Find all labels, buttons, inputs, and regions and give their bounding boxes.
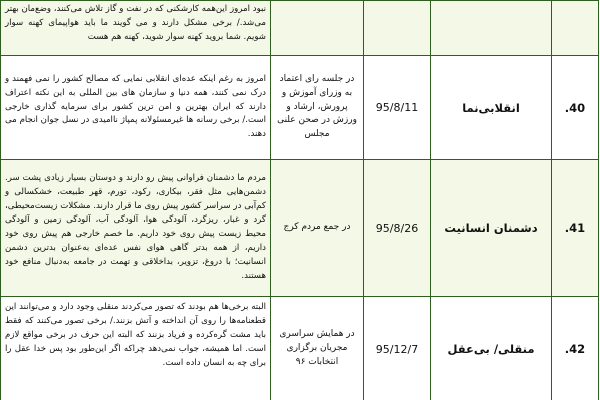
row-date-cell: 95/12/7	[364, 297, 431, 400]
row-title-cell	[431, 1, 552, 56]
row-quote-cell: نبود امروز این‌همه کارشکنی که در نفت و گاز تلاش می‌کنند، وضع‌مان بهتر می‌شد./ برخی مشکل دارند و می گویند ما باید هواپیمای کهنه سوار شویم. شما بروید کهنه سوار شوید، کهنه هم هست	[1, 1, 271, 56]
row-quote-cell: مردم ما دشمنان فراوانی پیش رو دارند و دوستان بسیار زیادی پشت سر. دشمن‌هایی مثل فقر، بیکاری، رکود، تورم، قهر طبیعت، خشکسالی و کم‌آبی در سراسر کشور پیش روی ما قرار دارند. مشکلات زیست‌محیطی، گرد و غبار، ریزگرد، آلودگی هوا، آلودگی آب، آلودگی زمین و آلودگی محیط زیست پیش روی خود داریم. ما خصم خارجی هم پیش روی خود داریم، از همه بدتر گاهی هوای نفس عده‌ای به‌عنوان بدترین دشمن انسانیت؛ با دروغ، تزویر، بداخلاقی و تهمت در جامعه به‌دنبال منافع خود هستند.	[1, 160, 271, 297]
row-venue-cell: در جلسه رای اعتماد به وزرای آموزش و پرورش، ارشاد و ورزش در صحن علنی مجلس	[271, 56, 364, 160]
row-date-cell	[364, 1, 431, 56]
row-venue-cell: در همایش سراسری مجریان برگزاری انتخابات ۹۶	[271, 297, 364, 400]
table-row	[1, 1, 599, 56]
row-venue-cell: در جمع مردم کرج	[271, 160, 364, 297]
row-quote-cell: البته برخی‌ها هم بودند که تصور می‌کردند منقلی وجود دارد و می‌توانند این قطعنامه‌ها را روی آن انداخته و آتش بزنند./ برخی تصور می‌کنند که فقط باید مشت گره‌کرده و فریاد بزنند که البته این حرف در برخی مواقع لازم است. اما همیشه، جواب نمی‌دهد چراکه اگر این‌طور بود پس خدا عقل را برای چه به انسان داده است.	[1, 297, 271, 400]
table-row	[1, 297, 599, 400]
row-number-cell: 42.	[552, 297, 599, 400]
row-title-cell: منقلی/ بی‌عقل	[431, 297, 552, 400]
table-row	[1, 56, 599, 160]
row-title-cell: انقلابی‌نما	[431, 56, 552, 160]
table-row	[1, 160, 599, 297]
row-quote-cell: امروز به رغم اینکه عده‌ای انقلابی نمایی که مصالح کشور را نمی فهمند و درک نمی کنند، همه دنیا و سازمان های بین المللی به این نکته اعتراف دارند که ایران بهترین و امن ترین کشور برای سرمایه گذاری خارجی است./ برخی رسانه ها غیرمسئولانه پمپاژ ناامیدی در نسل جوان انجام می دهند.	[1, 56, 271, 160]
row-date-cell: 95/8/26	[364, 160, 431, 297]
row-title-cell: دشمنان انسانیت	[431, 160, 552, 297]
row-venue-cell	[271, 1, 364, 56]
row-date-cell: 95/8/11	[364, 56, 431, 160]
row-number-cell	[552, 1, 599, 56]
row-number-cell: 40.	[552, 56, 599, 160]
row-number-cell: 41.	[552, 160, 599, 297]
